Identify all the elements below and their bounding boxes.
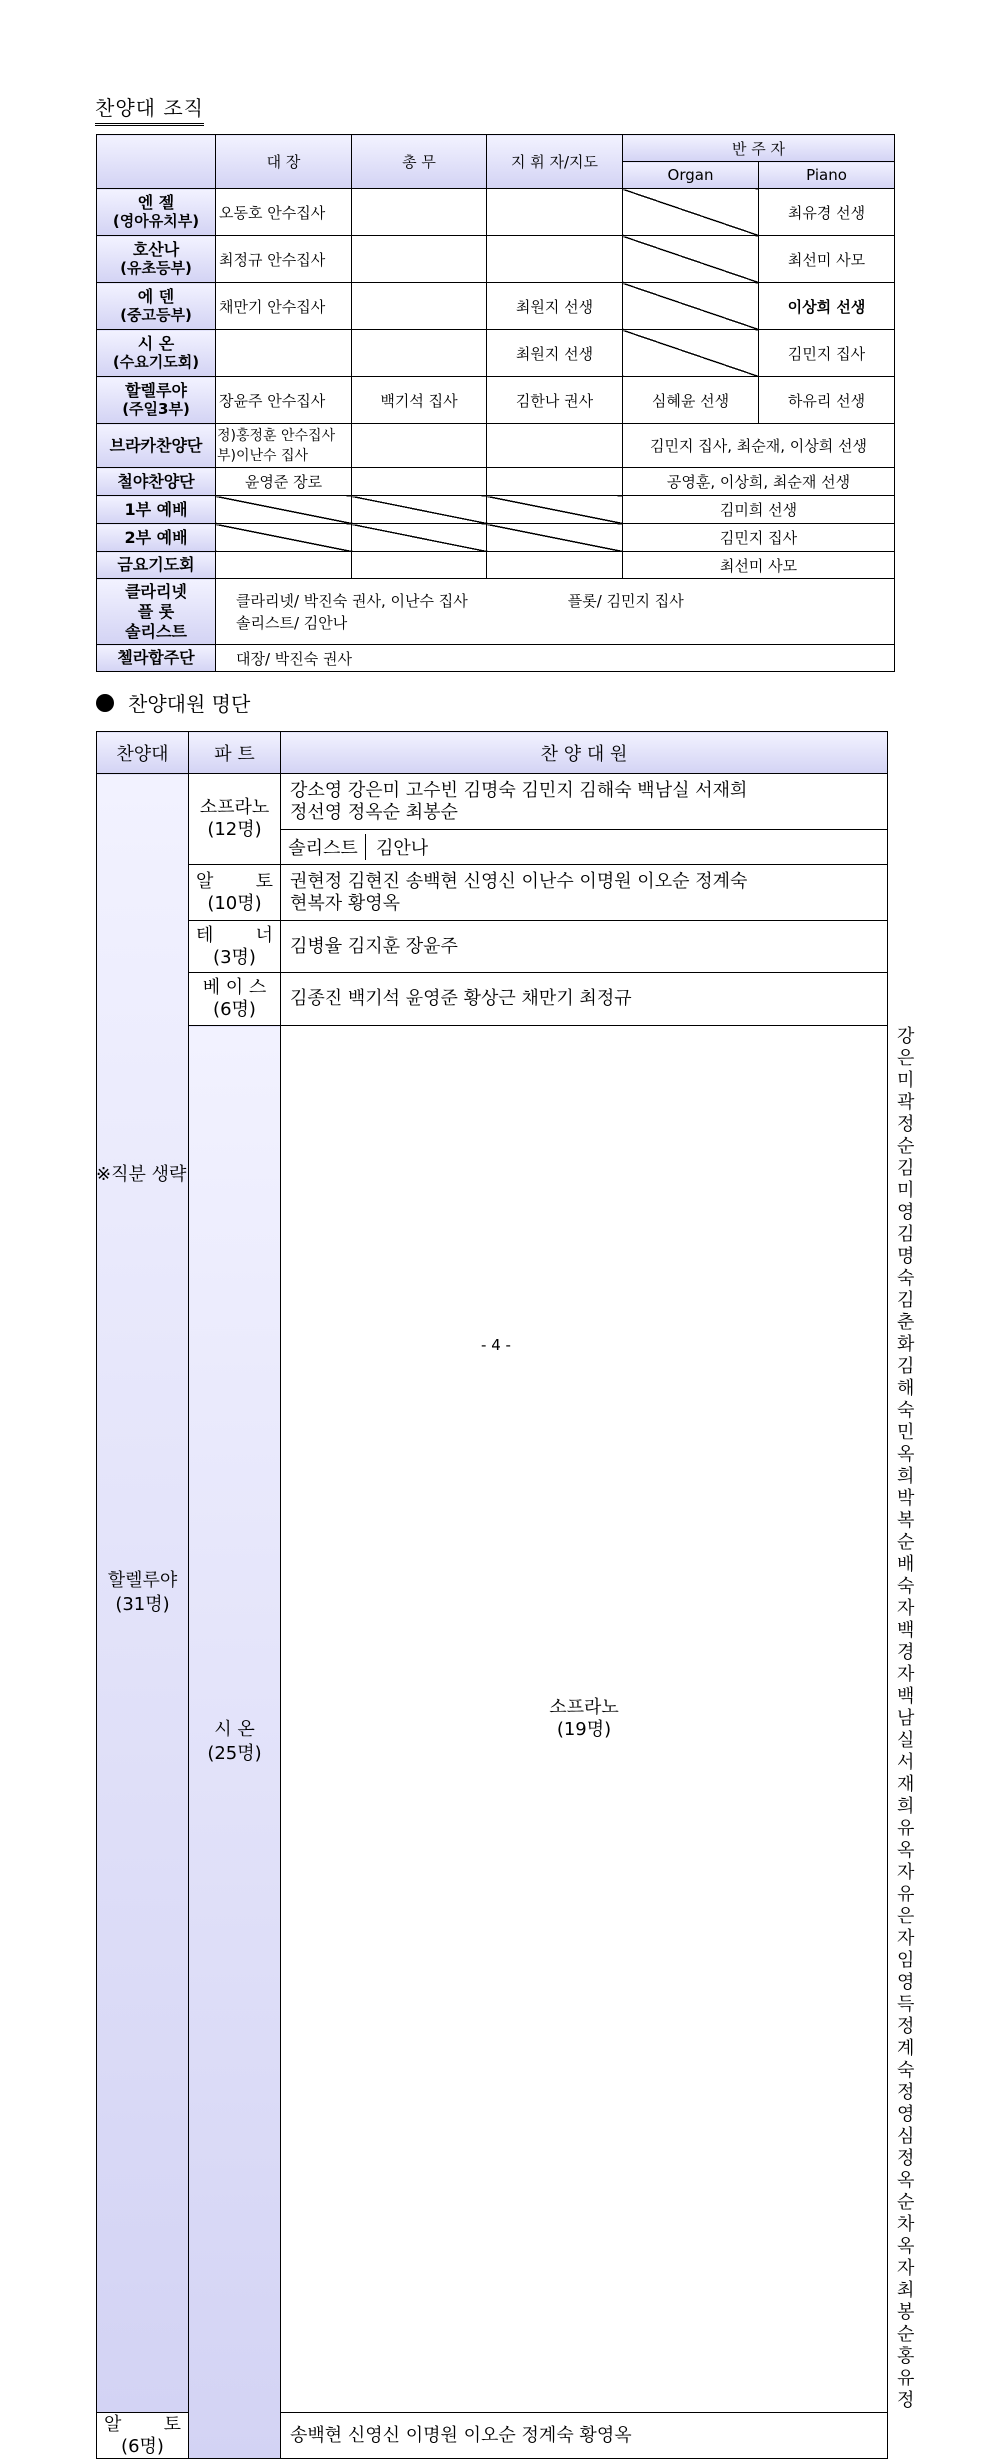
footnote: ※직분 생략 (96, 1164, 187, 1185)
organ-cell-empty (623, 236, 759, 283)
accompanist-cell: 공영훈, 이상희, 최순재 선생 (623, 468, 895, 496)
page-title: 찬양대 조직 (95, 92, 204, 126)
choir-name: 할렐루야 (주일3부) (97, 377, 216, 424)
general-cell (352, 424, 487, 468)
general-cell-empty (352, 496, 487, 524)
choir-zion: 시 온 (25명) (189, 1026, 281, 2459)
general-cell (352, 330, 487, 377)
header-organ: Organ (623, 162, 759, 189)
conductor-cell (487, 236, 623, 283)
choir-name: 브라카찬양단 (97, 424, 216, 468)
leader-cell: 정)홍정훈 안수집사 부)이난수 집사 (216, 424, 352, 468)
roster-title: 찬양대원 명단 (128, 692, 251, 716)
leader-cell-empty (216, 496, 352, 524)
conductor-cell: 최원지 선생 (487, 330, 623, 377)
conductor-cell (487, 189, 623, 236)
org-row (97, 330, 895, 377)
accompanist-cell: 김미희 선생 (623, 496, 895, 524)
accompanist-cell: 김민지 집사 (623, 524, 895, 552)
soloist-name: 김안나 (376, 838, 429, 859)
general-cell (352, 283, 487, 330)
leader-cell (216, 552, 352, 579)
conductor-cell: 김한나 권사 (487, 377, 623, 424)
choir-name: 철야찬양단 (97, 468, 216, 496)
org-row (97, 645, 895, 672)
choir-name: 금요기도회 (97, 552, 216, 579)
leader-cell: 오동호 안수집사 (216, 189, 352, 236)
part-soprano: 소프라노 (12명) (189, 774, 281, 865)
member-names: 송백현 신영신 이명원 이오순 정계숙 황영옥 (281, 2413, 888, 2459)
member-names: 김종진 백기석 윤영준 황상근 채만기 최정규 (281, 973, 888, 1026)
part-bass: 베 이 스 (6명) (189, 973, 281, 1026)
general-cell: 백기석 집사 (352, 377, 487, 424)
leader-cell: 채만기 안수집사 (216, 283, 352, 330)
piano-cell: 이상희 선생 (759, 283, 895, 330)
org-row (97, 236, 895, 283)
general-cell (352, 552, 487, 579)
choir-name: 시 온 (수요기도회) (97, 330, 216, 377)
choir-name: 첼라합주단 (97, 645, 216, 672)
choir-name: 2부 예배 (97, 524, 216, 552)
soloist-row (281, 830, 888, 865)
member-names: 권현정 김현진 송백현 신영신 이난수 이명원 이오순 정계숙 현복자 황영옥 (281, 865, 888, 921)
org-row (97, 424, 895, 468)
org-row (97, 524, 895, 552)
org-row (97, 377, 895, 424)
piano-cell: 최유경 선생 (759, 189, 895, 236)
general-cell-empty (352, 524, 487, 552)
general-cell (352, 468, 487, 496)
piano-cell: 하유리 선생 (759, 377, 895, 424)
cello-cell: 대장/ 박진숙 권사 (216, 645, 895, 672)
choir-name: 클라리넷 플 롯 솔리스트 (97, 579, 216, 645)
soloist-cell: 클라리넷/ 박진숙 권사, 이난수 집사 플롯/ 김민지 집사 솔리스트/ 김안나 (216, 579, 895, 645)
bullet-icon (96, 694, 114, 712)
organ-cell-empty (623, 283, 759, 330)
header-part: 파 트 (189, 732, 281, 774)
soloist-label: 솔리스트 (281, 834, 366, 860)
header-conductor: 지 휘 자/지도 (487, 135, 623, 189)
leader-cell: 윤영준 장로 (216, 468, 352, 496)
leader-cell (216, 330, 352, 377)
roster-heading (96, 688, 250, 717)
org-row (97, 468, 895, 496)
choir-name: 호산나 (유초등부) (97, 236, 216, 283)
choir-member-table: 찬양대 파 트 찬 양 대 원 할렐루야 (31명) 소프라노 (12명) 강소영 강은미 고수빈 김명숙 김민지 김해숙 백남실 서재희 정선영 정옥순 최봉순 솔리스트 김안나 알 토 (10명) 권현정 김현진 송백현 신영신 이난수 이명원 이오순 정계숙 현복자 황영옥 테 너 (3명) 김병율 김지훈 장윤주 베 이 스 (6명) 김종진 백기석 윤영준 황상근 채만기 최정규 시 온 (25명) 소프라노 (19명) 강은미 곽정순 김미영 김명숙 김춘화 김해숙 민옥희 박복순 배숙자 백경자 백남실 서재희 유옥자 유은자 임영득 정계숙 정영심 정옥순 차옥자 최봉순 홍유정 알 토 (6명) 송백현 신영신 이명원 이오순 정계숙 황영옥 (96, 731, 888, 2459)
header-general: 총 무 (352, 135, 487, 189)
piano-cell: 김민지 집사 (759, 330, 895, 377)
member-names: 강소영 강은미 고수빈 김명숙 김민지 김해숙 백남실 서재희 정선영 정옥순 최봉순 (281, 774, 888, 830)
header-piano: Piano (759, 162, 895, 189)
header-corner (97, 135, 216, 189)
conductor-cell: 최원지 선생 (487, 283, 623, 330)
page-number: - 4 - (481, 1336, 511, 1354)
choir-hallelujah: 할렐루야 (31명) (97, 774, 189, 2413)
header-choir: 찬양대 (97, 732, 189, 774)
conductor-cell (487, 468, 623, 496)
organ-cell: 심혜윤 선생 (623, 377, 759, 424)
part-soprano: 소프라노 (19명) (281, 1026, 888, 2413)
conductor-cell (487, 552, 623, 579)
accompanist-cell: 김민지 집사, 최순재, 이상희 선생 (623, 424, 895, 468)
leader-cell: 최정규 안수집사 (216, 236, 352, 283)
choir-name: 1부 예배 (97, 496, 216, 524)
conductor-cell-empty (487, 496, 623, 524)
org-row (97, 496, 895, 524)
organ-cell-empty (623, 189, 759, 236)
choir-organization-table (96, 134, 895, 672)
conductor-cell-empty (487, 524, 623, 552)
member-names: 김병율 김지훈 장윤주 (281, 921, 888, 973)
org-row (97, 579, 895, 645)
part-alto: 알 토 (6명) (97, 2413, 189, 2459)
header-leader: 대 장 (216, 135, 352, 189)
leader-cell-empty (216, 524, 352, 552)
header-members: 찬 양 대 원 (281, 732, 888, 774)
general-cell (352, 236, 487, 283)
accompanist-cell: 최선미 사모 (623, 552, 895, 579)
choir-name: 에 덴 (중고등부) (97, 283, 216, 330)
org-row (97, 189, 895, 236)
organ-cell-empty (623, 330, 759, 377)
part-tenor: 테 너 (3명) (189, 921, 281, 973)
part-alto: 알 토 (10명) (189, 865, 281, 921)
choir-name: 엔 젤 (영아유치부) (97, 189, 216, 236)
org-row (97, 283, 895, 330)
conductor-cell (487, 424, 623, 468)
header-accompanist: 반 주 자 (623, 135, 895, 162)
piano-cell: 최선미 사모 (759, 236, 895, 283)
leader-cell: 장윤주 안수집사 (216, 377, 352, 424)
general-cell (352, 189, 487, 236)
org-row (97, 552, 895, 579)
